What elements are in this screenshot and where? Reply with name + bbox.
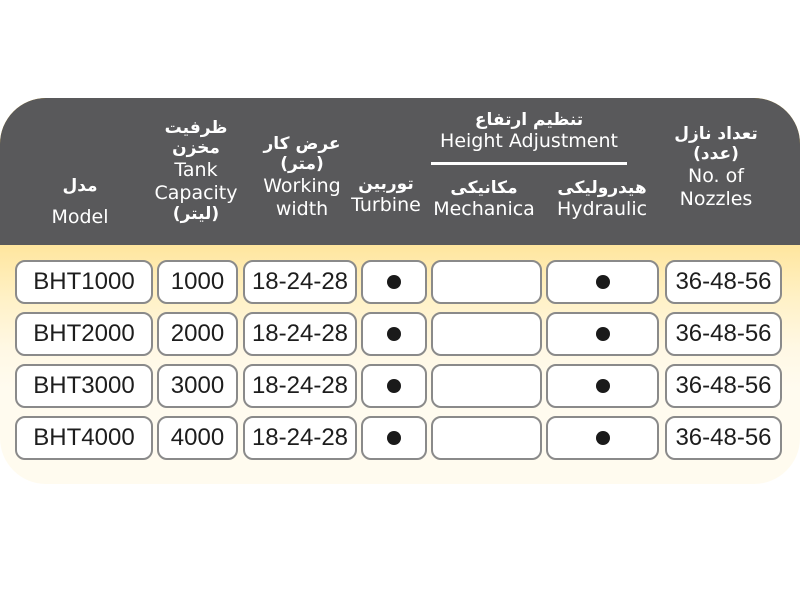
cell-capacity: 2000 — [157, 312, 238, 356]
table-row — [0, 364, 800, 412]
hydraulic-dot-icon — [596, 431, 610, 445]
cell-mechanical — [431, 416, 542, 460]
turbine-dot-icon — [387, 379, 401, 393]
header-height-divider — [431, 162, 627, 165]
cell-hydraulic — [546, 416, 659, 460]
header-tank-capacity — [146, 118, 246, 225]
header-width-en2: width — [275, 197, 329, 220]
header-model-en: Model — [51, 206, 109, 229]
header-tank-en1: Tank — [174, 158, 218, 181]
turbine-dot-icon — [387, 327, 401, 341]
header-height-adjustment — [426, 110, 632, 153]
table-row — [0, 260, 800, 308]
cell-capacity: 3000 — [157, 364, 238, 408]
cell-turbine — [361, 364, 427, 408]
cell-model: BHT2000 — [15, 312, 153, 356]
cell-turbine — [361, 312, 427, 356]
cell-hydraulic — [546, 312, 659, 356]
header-tank-fa2: مخزن — [172, 138, 220, 159]
header-tank-fa1: ظرفیت — [164, 118, 228, 138]
cell-nozzles: 36-48-56 — [665, 312, 782, 356]
cell-capacity: 1000 — [157, 260, 238, 304]
header-turbine — [344, 174, 428, 217]
cell-width: 18-24-28 — [243, 312, 357, 356]
cell-hydraulic — [546, 364, 659, 408]
header-turbine-fa: توربین — [358, 174, 414, 194]
cell-turbine — [361, 416, 427, 460]
header-nozzles — [664, 124, 768, 210]
cell-capacity: 4000 — [157, 416, 238, 460]
header-mechanical-fa: مکانیکی — [450, 178, 518, 198]
hydraulic-dot-icon — [596, 379, 610, 393]
header-tank-unit: (لیتر) — [172, 204, 220, 225]
header-nozzles-en2: Nozzles — [679, 187, 753, 210]
cell-mechanical — [431, 312, 542, 356]
cell-nozzles: 36-48-56 — [665, 416, 782, 460]
header-height-fa: تنظیم ارتفاع — [474, 110, 584, 130]
header-model — [40, 176, 120, 229]
header-working-width — [252, 134, 352, 220]
header-width-en1: Working — [263, 174, 341, 197]
cell-nozzles: 36-48-56 — [665, 364, 782, 408]
cell-mechanical — [431, 260, 542, 304]
turbine-dot-icon — [387, 431, 401, 445]
table-row — [0, 312, 800, 360]
header-mechanical — [428, 178, 540, 221]
cell-model: BHT4000 — [15, 416, 153, 460]
cell-turbine — [361, 260, 427, 304]
hydraulic-dot-icon — [596, 275, 610, 289]
cell-model: BHT3000 — [15, 364, 153, 408]
header-height-en: Height Adjustment — [440, 130, 618, 153]
header-mechanical-en: Mechanica — [433, 198, 535, 221]
header-nozzles-fa: تعداد نازل — [674, 124, 758, 144]
cell-width: 18-24-28 — [243, 364, 357, 408]
spec-table-card — [0, 98, 800, 484]
header-tank-en2: Capacity — [154, 181, 238, 204]
cell-nozzles: 36-48-56 — [665, 260, 782, 304]
cell-model: BHT1000 — [15, 260, 153, 304]
header-nozzles-en1: No. of — [688, 164, 744, 187]
hydraulic-dot-icon — [596, 327, 610, 341]
cell-width: 18-24-28 — [243, 416, 357, 460]
header-width-fa: عرض کار — [263, 134, 341, 154]
table-header — [0, 98, 800, 245]
cell-hydraulic — [546, 260, 659, 304]
header-hydraulic-fa: هیدرولیکی — [557, 178, 647, 198]
cell-width: 18-24-28 — [243, 260, 357, 304]
header-model-fa: مدل — [62, 176, 98, 196]
header-width-unit: (متر) — [280, 154, 324, 175]
header-nozzles-unit: (عدد) — [693, 144, 739, 165]
header-hydraulic — [540, 178, 664, 221]
header-turbine-en: Turbine — [351, 194, 421, 217]
cell-mechanical — [431, 364, 542, 408]
turbine-dot-icon — [387, 275, 401, 289]
table-row — [0, 416, 800, 464]
header-hydraulic-en: Hydraulic — [556, 198, 648, 221]
